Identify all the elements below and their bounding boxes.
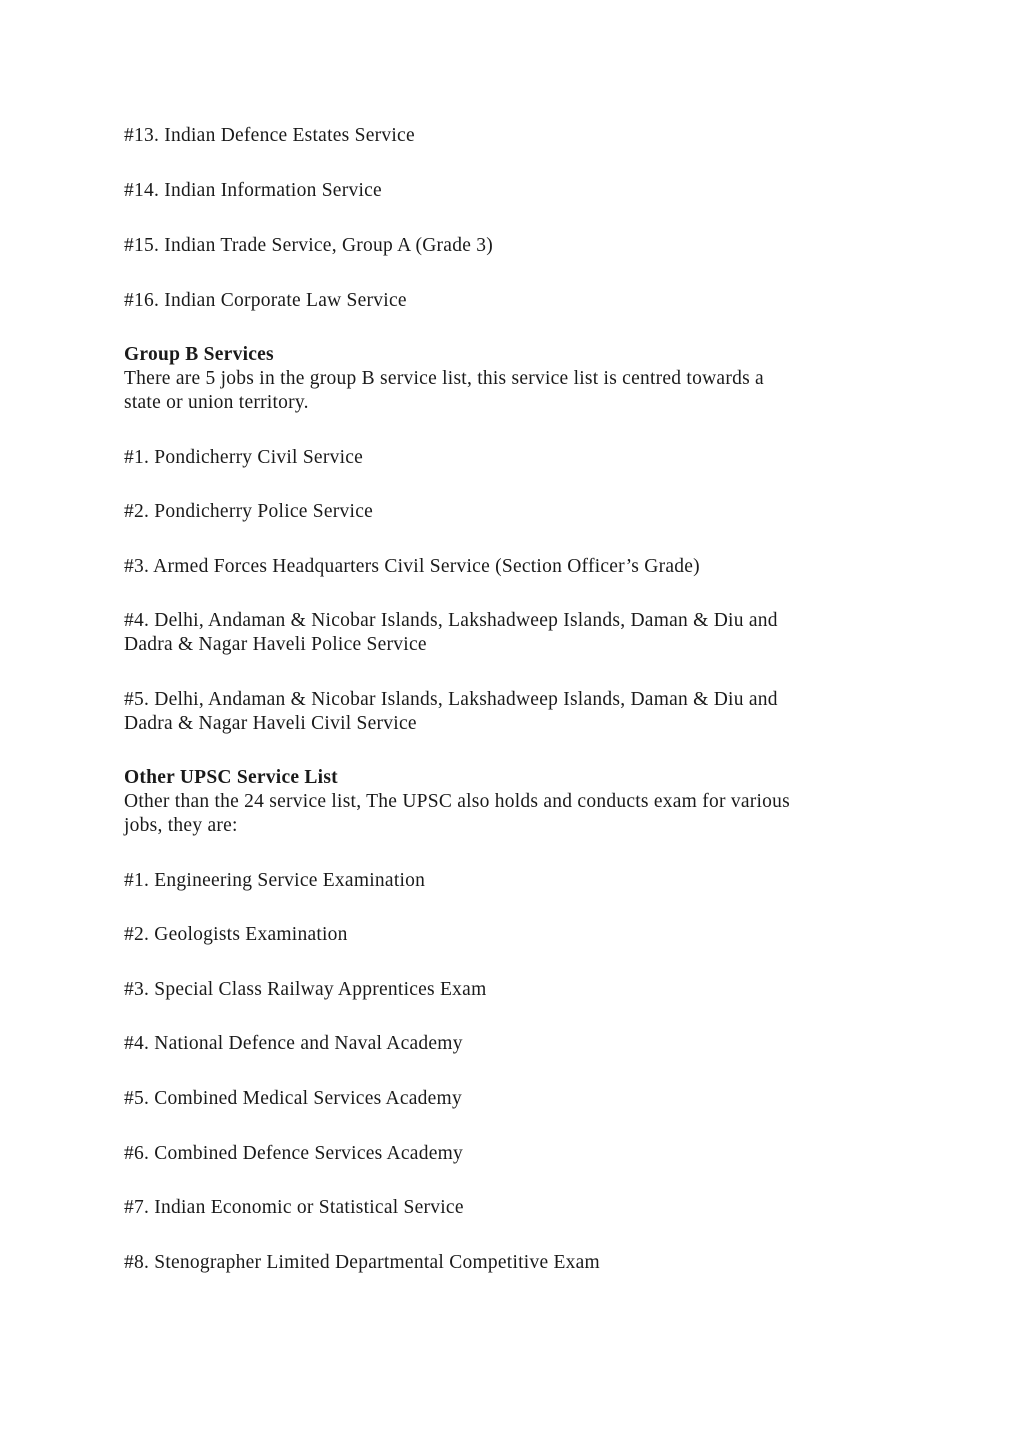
- list-item: #1. Pondicherry Civil Service: [124, 447, 364, 468]
- list-item: #4. National Defence and Naval Academy: [124, 1033, 463, 1054]
- list-item: #3. Armed Forces Headquarters Civil Service (Section Officer’s Grade): [124, 556, 700, 577]
- list-item: #2. Geologists Examination: [124, 924, 348, 945]
- list-item: #8. Stenographer Limited Departmental Competitive Exam: [124, 1252, 600, 1273]
- section-intro: jobs, they are:: [124, 815, 238, 836]
- list-item: #3. Special Class Railway Apprentices Exam: [124, 979, 487, 1000]
- list-item: #13. Indian Defence Estates Service: [124, 125, 415, 146]
- section-intro: There are 5 jobs in the group B service list, this service list is centred towards a: [124, 368, 764, 389]
- list-item: #5. Delhi, Andaman & Nicobar Islands, Lakshadweep Islands, Daman & Diu and: [124, 689, 778, 710]
- list-item-continued: Dadra & Nagar Haveli Police Service: [124, 634, 427, 655]
- list-item: #5. Combined Medical Services Academy: [124, 1088, 462, 1109]
- section-heading-other-upsc: Other UPSC Service List: [124, 767, 338, 788]
- list-item: #4. Delhi, Andaman & Nicobar Islands, Lakshadweep Islands, Daman & Diu and: [124, 610, 778, 631]
- section-intro: state or union territory.: [124, 392, 309, 413]
- list-item: #2. Pondicherry Police Service: [124, 501, 374, 522]
- section-intro: Other than the 24 service list, The UPSC also holds and conducts exam for various: [124, 791, 790, 812]
- list-item: #1. Engineering Service Examination: [124, 870, 426, 891]
- list-item: #15. Indian Trade Service, Group A (Grade 3): [124, 235, 493, 256]
- list-item: #6. Combined Defence Services Academy: [124, 1143, 464, 1164]
- list-item: #14. Indian Information Service: [124, 180, 382, 201]
- section-heading-group-b: Group B Services: [124, 344, 274, 365]
- list-item: #16. Indian Corporate Law Service: [124, 290, 407, 311]
- list-item-continued: Dadra & Nagar Haveli Civil Service: [124, 713, 417, 734]
- list-item: #7. Indian Economic or Statistical Service: [124, 1197, 464, 1218]
